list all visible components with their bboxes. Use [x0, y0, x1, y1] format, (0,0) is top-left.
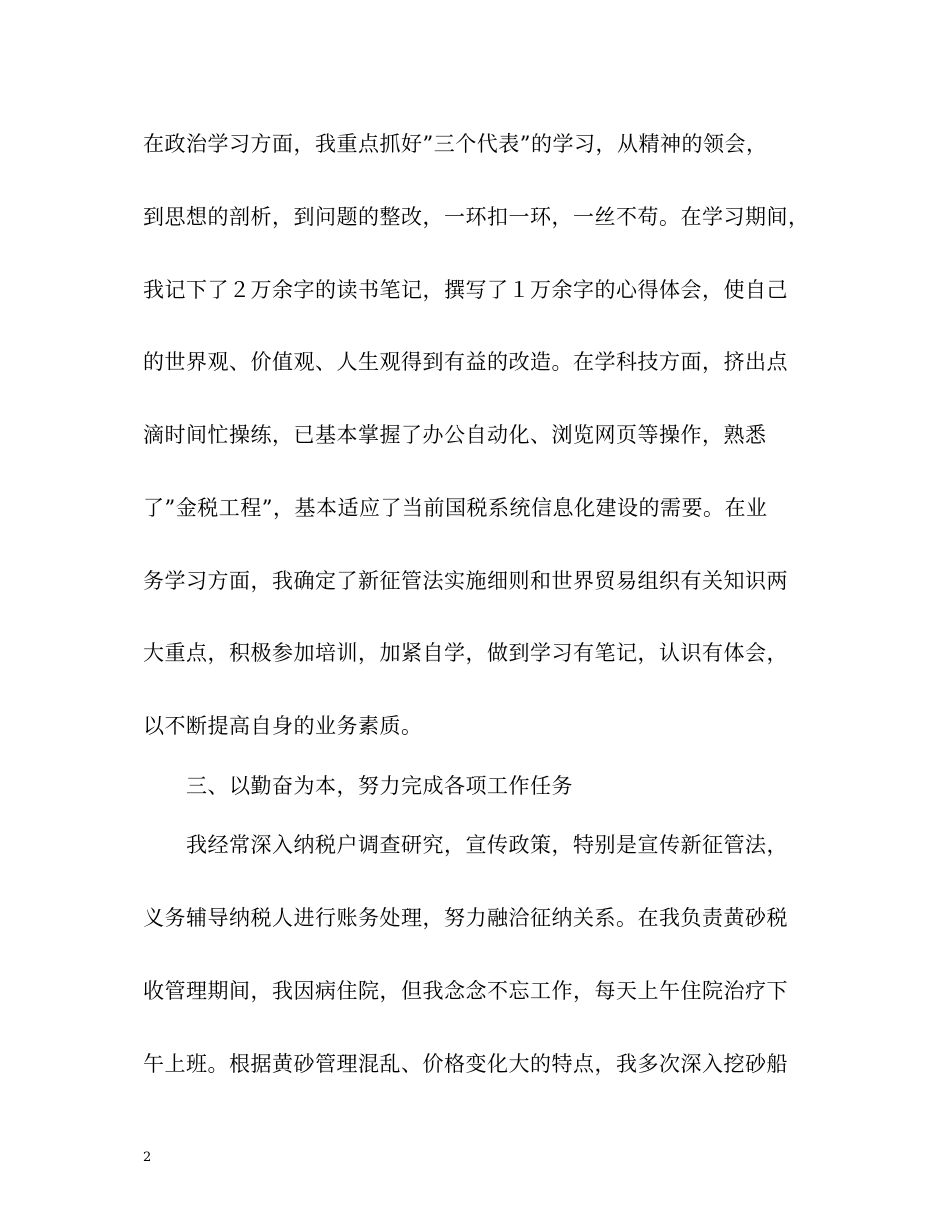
paragraph-line: 滴时间忙操练，已基本掌握了办公自动化、浏览网页等操作，熟悉	[143, 423, 767, 447]
paragraph-line: 务学习方面，我确定了新征管法实施细则和世界贸易组织有关知识两	[143, 569, 788, 593]
paragraph-line: 大重点，积极参加培训，加紧自学，做到学习有笔记，认识有体会，	[143, 641, 788, 665]
paragraph-line: 午上班。根据黄砂管理混乱、价格变化大的特点，我多次深入挖砂船	[143, 1052, 788, 1076]
paragraph-line: 在政治学习方面，我重点抓好”三个代表”的学习，从精神的领会，	[143, 132, 768, 156]
page-number: 2	[143, 1150, 152, 1165]
paragraph-line: 我经常深入纳税户调查研究，宣传政策，特别是宣传新征管法，	[186, 833, 788, 857]
paragraph-line: 的世界观、价值观、人生观得到有益的改造。在学科技方面，挤出点	[143, 350, 788, 374]
paragraph-line: 义务辅导纳税人进行账务处理，努力融洽征纳关系。在我负责黄砂税	[143, 906, 788, 930]
paragraph-line: 我记下了２万余字的读书笔记，撰写了１万余字的心得体会，使自己	[143, 278, 788, 302]
paragraph-line: 到思想的剖析，到问题的整改，一环扣一环，一丝不苟。在学习期间，	[143, 205, 810, 229]
paragraph-line: 了”金税工程”，基本适应了当前国税系统信息化建设的需要。在业	[143, 496, 768, 520]
paragraph-line: 以不断提高自身的业务素质。	[143, 714, 423, 738]
paragraph-line: 收管理期间，我因病住院，但我念念不忘工作，每天上午住院治疗下	[143, 979, 788, 1003]
section-heading: 三、以勤奋为本，努力完成各项工作任务	[186, 774, 573, 798]
